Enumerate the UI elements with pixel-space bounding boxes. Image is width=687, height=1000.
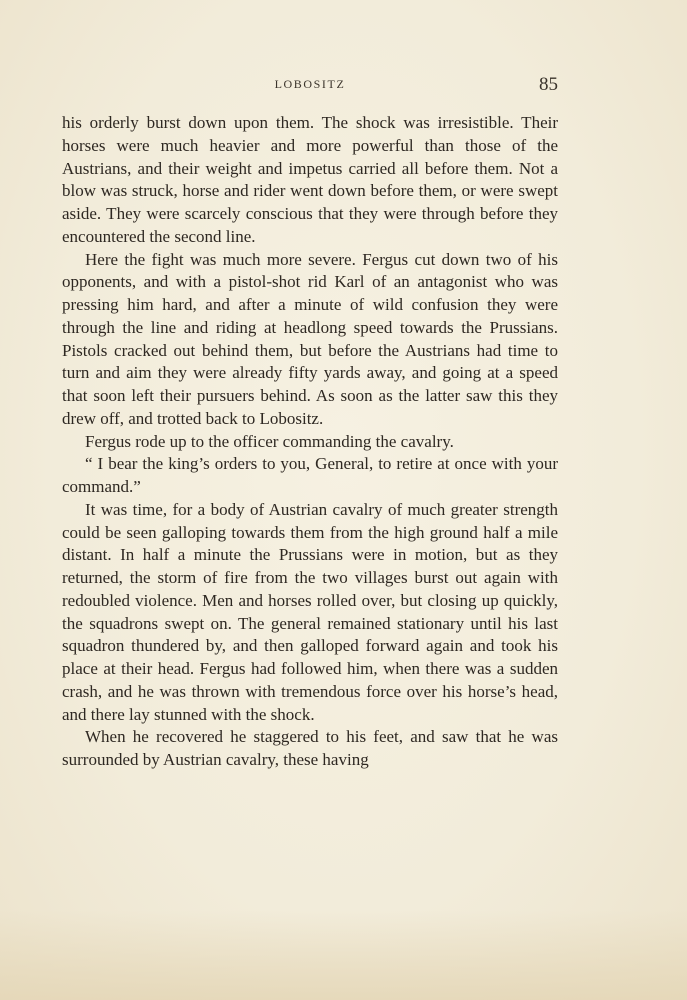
paragraph: When he recovered he staggered to his feet, and saw that he was surrounded by Austrian cavalry, these having — [62, 727, 558, 769]
paragraph: Fergus rode up to the officer commanding the cavalry. — [85, 431, 454, 451]
paragraph: Here the fight was much more severe. Fergus cut down two of his opponents, and with a pistol-shot rid Karl of an antagonist who was pressing him hard, and after a minute of wild confusion they were through the line and riding at headlong speed towards the Prussians. Pistols cracked out behind them, but before the Austrians had time to turn and aim they were already fifty yards away, and going at a speed that soon left their pursuers behind. As soon as the latter saw this they drew off, and trotted back to Lobositz. — [62, 249, 558, 428]
page-number: 85 — [539, 74, 558, 95]
running-head: LOBOSITZ — [274, 77, 346, 91]
page-edge-shading — [0, 910, 687, 1000]
page-header — [62, 74, 558, 98]
paragraph: It was time, for a body of Austrian cavalry of much greater strength could be seen galloping towards them from the high ground half a mile distant. In half a minute the Prussians were in motion, but as they returned, the storm of fire from the two villages burst out again with redoubled violence. Men and horses rolled over, but closing up quickly, the squadrons swept on. The general remained stationary until his last squadron thundered by, and then galloped forward again and took his place at their head. Fergus had followed him, when there was a sudden crash, and he was thrown with tremendous force over his horse’s head, and there lay stunned with the shock. — [62, 499, 558, 724]
paragraph-continued: his orderly burst down upon them. The shock was irresistible. Their horses were much heavier and more powerful than those of the Austrians, and their weight and impetus carried all before them. Not a blow was struck, horse and rider went down before them, or were swept aside. They were scarcely conscious that they were through before they encountered the second line. — [62, 113, 558, 246]
body-text — [62, 112, 558, 772]
paragraph-dialogue: “ I bear the king’s orders to you, General, to retire at once with your command.” — [62, 454, 558, 496]
